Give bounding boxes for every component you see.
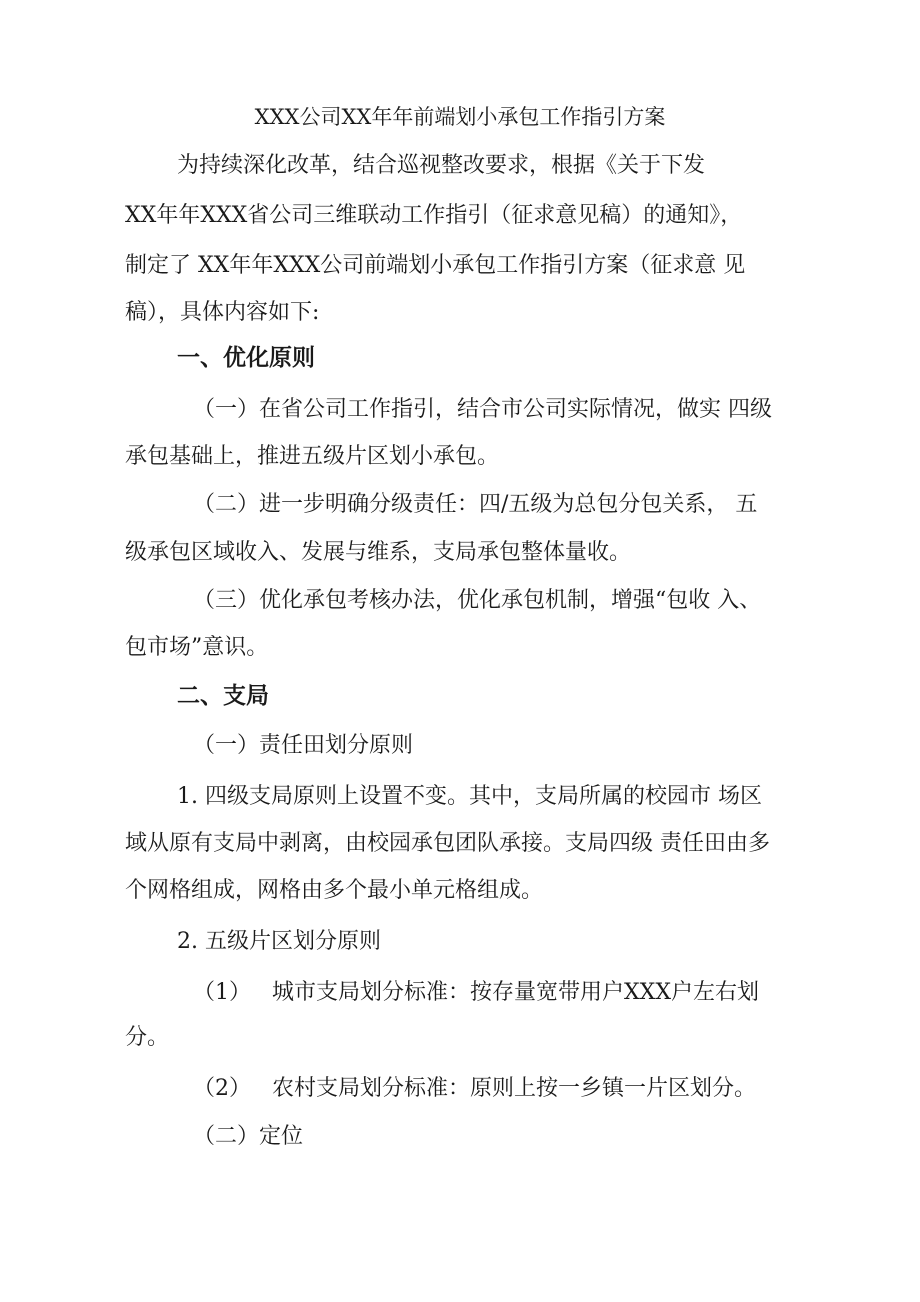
principle-1-line-2: 承包基础上，推进五级片区划小承包。 [125,444,500,469]
sub-point-1-line-2: 分。 [125,1025,170,1050]
intro-line-3: 制定了 XX年年XXX公司前端划小承包工作指引方案（征求意 见 [125,253,746,278]
intro-line-2: XX年年XXX省公司三维联动工作指引（征求意见稿）的通知》， [125,203,743,228]
sub-point-1-line-1: 城市支局划分标准：按存量宽带用户XXX户左右划 [272,980,759,1005]
principle-3-line-1: （三）优化承包考核办法，优化承包机制，增强“包收 入、 [193,588,762,613]
sub-point-2-text: 农村支局划分标准：原则上按一乡镇一片区划分。 [272,1076,757,1101]
sub-point-1-number: （1） [193,980,251,1005]
subsection-heading-positioning: （二）定位 [193,1124,304,1149]
point-1-line-1: 1. 四级支局原则上设置不变。其中，支局所属的校园市 场区 [177,784,762,809]
principle-3-line-2: 包市场”意识。 [125,635,269,660]
principle-1-line-1: （一）在省公司工作指引，结合市公司实际情况，做实 四级 [193,397,772,422]
subsection-heading-division: （一）责任田划分原则 [193,733,414,758]
section-heading-branch: 二、支局 [177,683,269,709]
document-title: XXX公司XX年年前端划小承包工作指引方案 [254,105,666,129]
point-1-line-3: 个网格组成，网格由多个最小单元格组成。 [125,878,544,903]
intro-line-4: 稿），具体内容如下: [125,300,320,325]
principle-2-line-1: （二）进一步明确分级责任：四/五级为总包分包关系， 五 [193,492,758,517]
point-1-line-2: 域从原有支局中剥离，由校园承包团队承接。支局四级 责任田由多 [125,831,770,856]
point-2-heading: 2. 五级片区划分原则 [177,929,381,954]
principle-2-line-2: 级承包区域收入、发展与维系，支局承包整体量收。 [125,540,632,565]
intro-line-1: 为持续深化改革，结合巡视整改要求，根据《关于下发 [177,153,706,178]
section-heading-principles: 一、优化原则 [177,345,315,371]
sub-point-2-number: （2） [193,1076,251,1101]
